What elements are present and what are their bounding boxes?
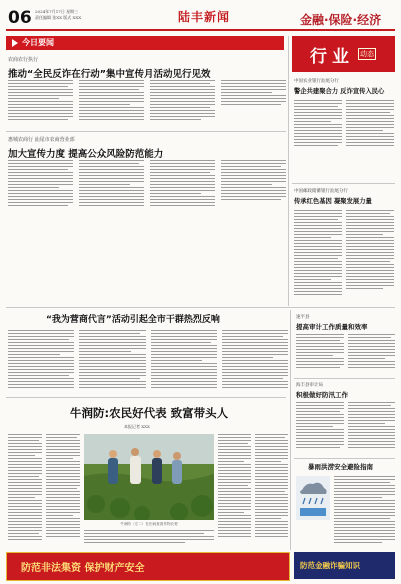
ad-left (6, 552, 290, 581)
article-6-body-left (8, 434, 80, 546)
article-2-kicker: 惠城农商行 汕尾市农商营业部 (8, 137, 75, 143)
article-1-body (8, 80, 286, 130)
date-line: 2024年7月17日 星期三 (35, 9, 79, 14)
divider (6, 397, 286, 398)
article-8 (296, 382, 396, 399)
article-3 (294, 78, 394, 95)
divider (6, 131, 286, 132)
article-3-body (294, 100, 394, 156)
banner-arrow-icon (12, 39, 18, 47)
article-4-title: 传承红色基因 凝聚发展力量 (294, 198, 372, 205)
industry-char-2: 业 (332, 47, 349, 67)
farm-photo-image (84, 434, 214, 520)
paper-logo: 陆丰新闻 (178, 10, 231, 24)
ad-left-text: 防范非法集资 保护财产安全 (21, 563, 145, 574)
column-divider (288, 36, 289, 306)
article-6-body-right (218, 434, 288, 546)
page-number: 06 (8, 8, 32, 28)
masthead-rule (6, 29, 395, 31)
article-5-body (8, 330, 288, 392)
divider (6, 307, 395, 308)
article-9-title: 暴雨洪涝安全避险指南 (308, 463, 373, 471)
masthead (0, 0, 401, 36)
photo-caption: 牛润防（左二）在田间查看作物长势 (120, 522, 178, 526)
today-banner (6, 36, 284, 50)
column-divider (290, 310, 291, 550)
divider (294, 458, 395, 459)
article-2 (8, 136, 286, 160)
ad-right-text: 防范金融诈骗知识 (300, 561, 360, 570)
divider (294, 378, 395, 379)
article-3-kicker: 中国农业银行汕尾分行 (294, 79, 339, 84)
article-7-title: 提高审计工作质量和效率 (296, 323, 368, 331)
farm-photo (84, 434, 214, 520)
banner-label: 今日要闻 (22, 38, 54, 47)
article-7-body (296, 334, 395, 374)
industry-sub: 动态 (360, 50, 374, 58)
warning-graphic (296, 476, 330, 520)
article-2-body (8, 160, 286, 218)
article-1-kicker: 农商农行执行 (8, 57, 39, 63)
article-6-byline: 本报记者 XXX (124, 424, 150, 429)
article-6-title: 牛润防:农民好代表 致富带头人 (70, 406, 229, 420)
article-2-title: 加大宣传力度 提高公众风险防范能力 (8, 149, 164, 160)
ad-right (294, 552, 395, 579)
article-4-body (294, 210, 394, 300)
article-7 (296, 314, 396, 331)
article-1-title: 推动“全民反诈在行动”集中宣传月活动见行见效 (8, 69, 211, 80)
industry-banner (292, 36, 395, 72)
section-title: 金融·保险·经济 (300, 13, 382, 27)
article-4-kicker: 中国邮政储蓄银行汕尾分行 (294, 189, 348, 194)
article-7-kicker: 速平县 (296, 315, 310, 320)
article-8-kicker: 海丰县审计局 (296, 383, 323, 388)
article-8-body (296, 402, 395, 454)
rain-warning-icon (296, 476, 330, 520)
article-5-title: “我为营商代言”活动引起全市干群热烈反响 (46, 315, 220, 325)
article-8-title: 积极做好防汛工作 (296, 391, 348, 399)
article-1 (8, 56, 286, 80)
editor-line: 责任编辑 张XX 版式 XXX (35, 15, 82, 20)
article-3-title: 警企共建聚合力 反诈宣传入民心 (294, 88, 385, 95)
article-6-body-under-photo (84, 530, 214, 548)
article-9-body (334, 476, 395, 546)
industry-char-1: 行 (310, 47, 327, 67)
divider (292, 183, 395, 184)
article-4 (294, 188, 394, 205)
